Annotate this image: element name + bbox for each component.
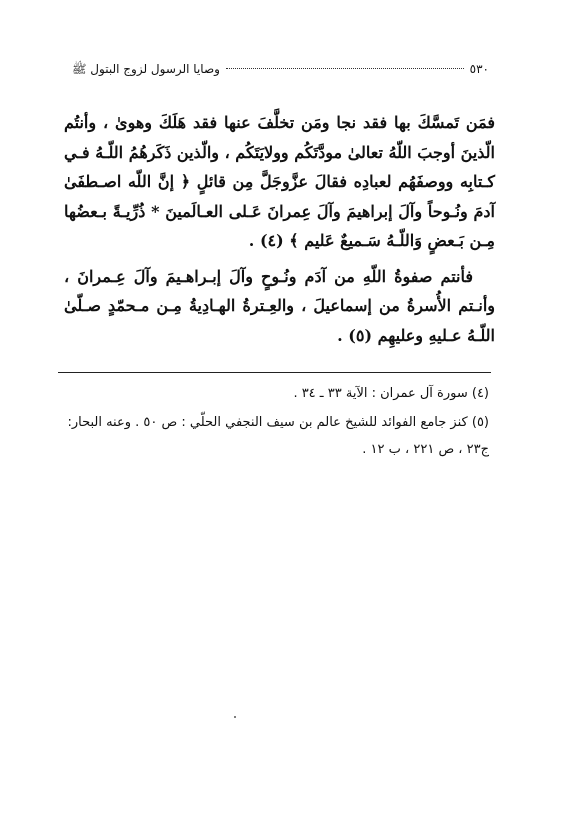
- footnote-5: (٥) كنز جامع الفوائد للشيخ عالم بن سيف النجفي الحلّي : ص ٥٠ . وعنه البحار: ج٢٣ ، ص ٢٢١ ، ب ١٢ .: [67, 415, 489, 457]
- footnotes: [60, 380, 489, 463]
- header-leader-dots: [226, 68, 464, 69]
- running-header: [72, 62, 489, 82]
- main-text: [64, 108, 495, 350]
- footnote-4: (٤) سورة آل عمران : الآية ٣٣ ـ ٣٤ .: [293, 386, 489, 401]
- running-title: وصايا الرسول لزوج البتول ﷺ: [72, 62, 220, 76]
- paragraph-1: فمَن تَمسَّكَ بها فقد نجا ومَن تخلَّفَ عنها فقد هَلَكَ وهوىٰ ، وأنتُم الّذينَ أوجبَ اللّهُ تعالىٰ مودَّتَكُم وولايَتَكُم ، والّذين ذَكَرهُمُ اللّـهُ فـي كـتابِه ووصفَهُم لعبادِه فقالَ عزَّوجَلَّ مِن قائلٍ ﴿ إنَّ اللّه اصـطفَىٰ آدمَ ونُـوحاً وآلَ إبراهيمَ وآلَ عِمرانَ عَـلى العـالَمينَ * ذُرِّيـةً بـعضُها مِـن بَـعضٍ وَاللّـهُ سَـميعٌ عَليم ﴾ (٤) .: [64, 113, 495, 250]
- scan-speck: [234, 716, 236, 718]
- page-number: ٥٣٠: [469, 62, 489, 76]
- paragraph-2: فأنتم صفوةُ اللّهِ من آدَم ونُـوحٍ وآلَ إبـراهـيمَ وآلَ عِـمرانَ ، وأنـتم الأُسرةُ من إسماعيلَ ، والعِـترةُ الهـادِيةُ مِـن مـحمّدٍ صـلّىٰ اللّـهُ عـليهِ وعليهِم (٥) .: [64, 266, 495, 345]
- footnote-divider: [58, 372, 491, 373]
